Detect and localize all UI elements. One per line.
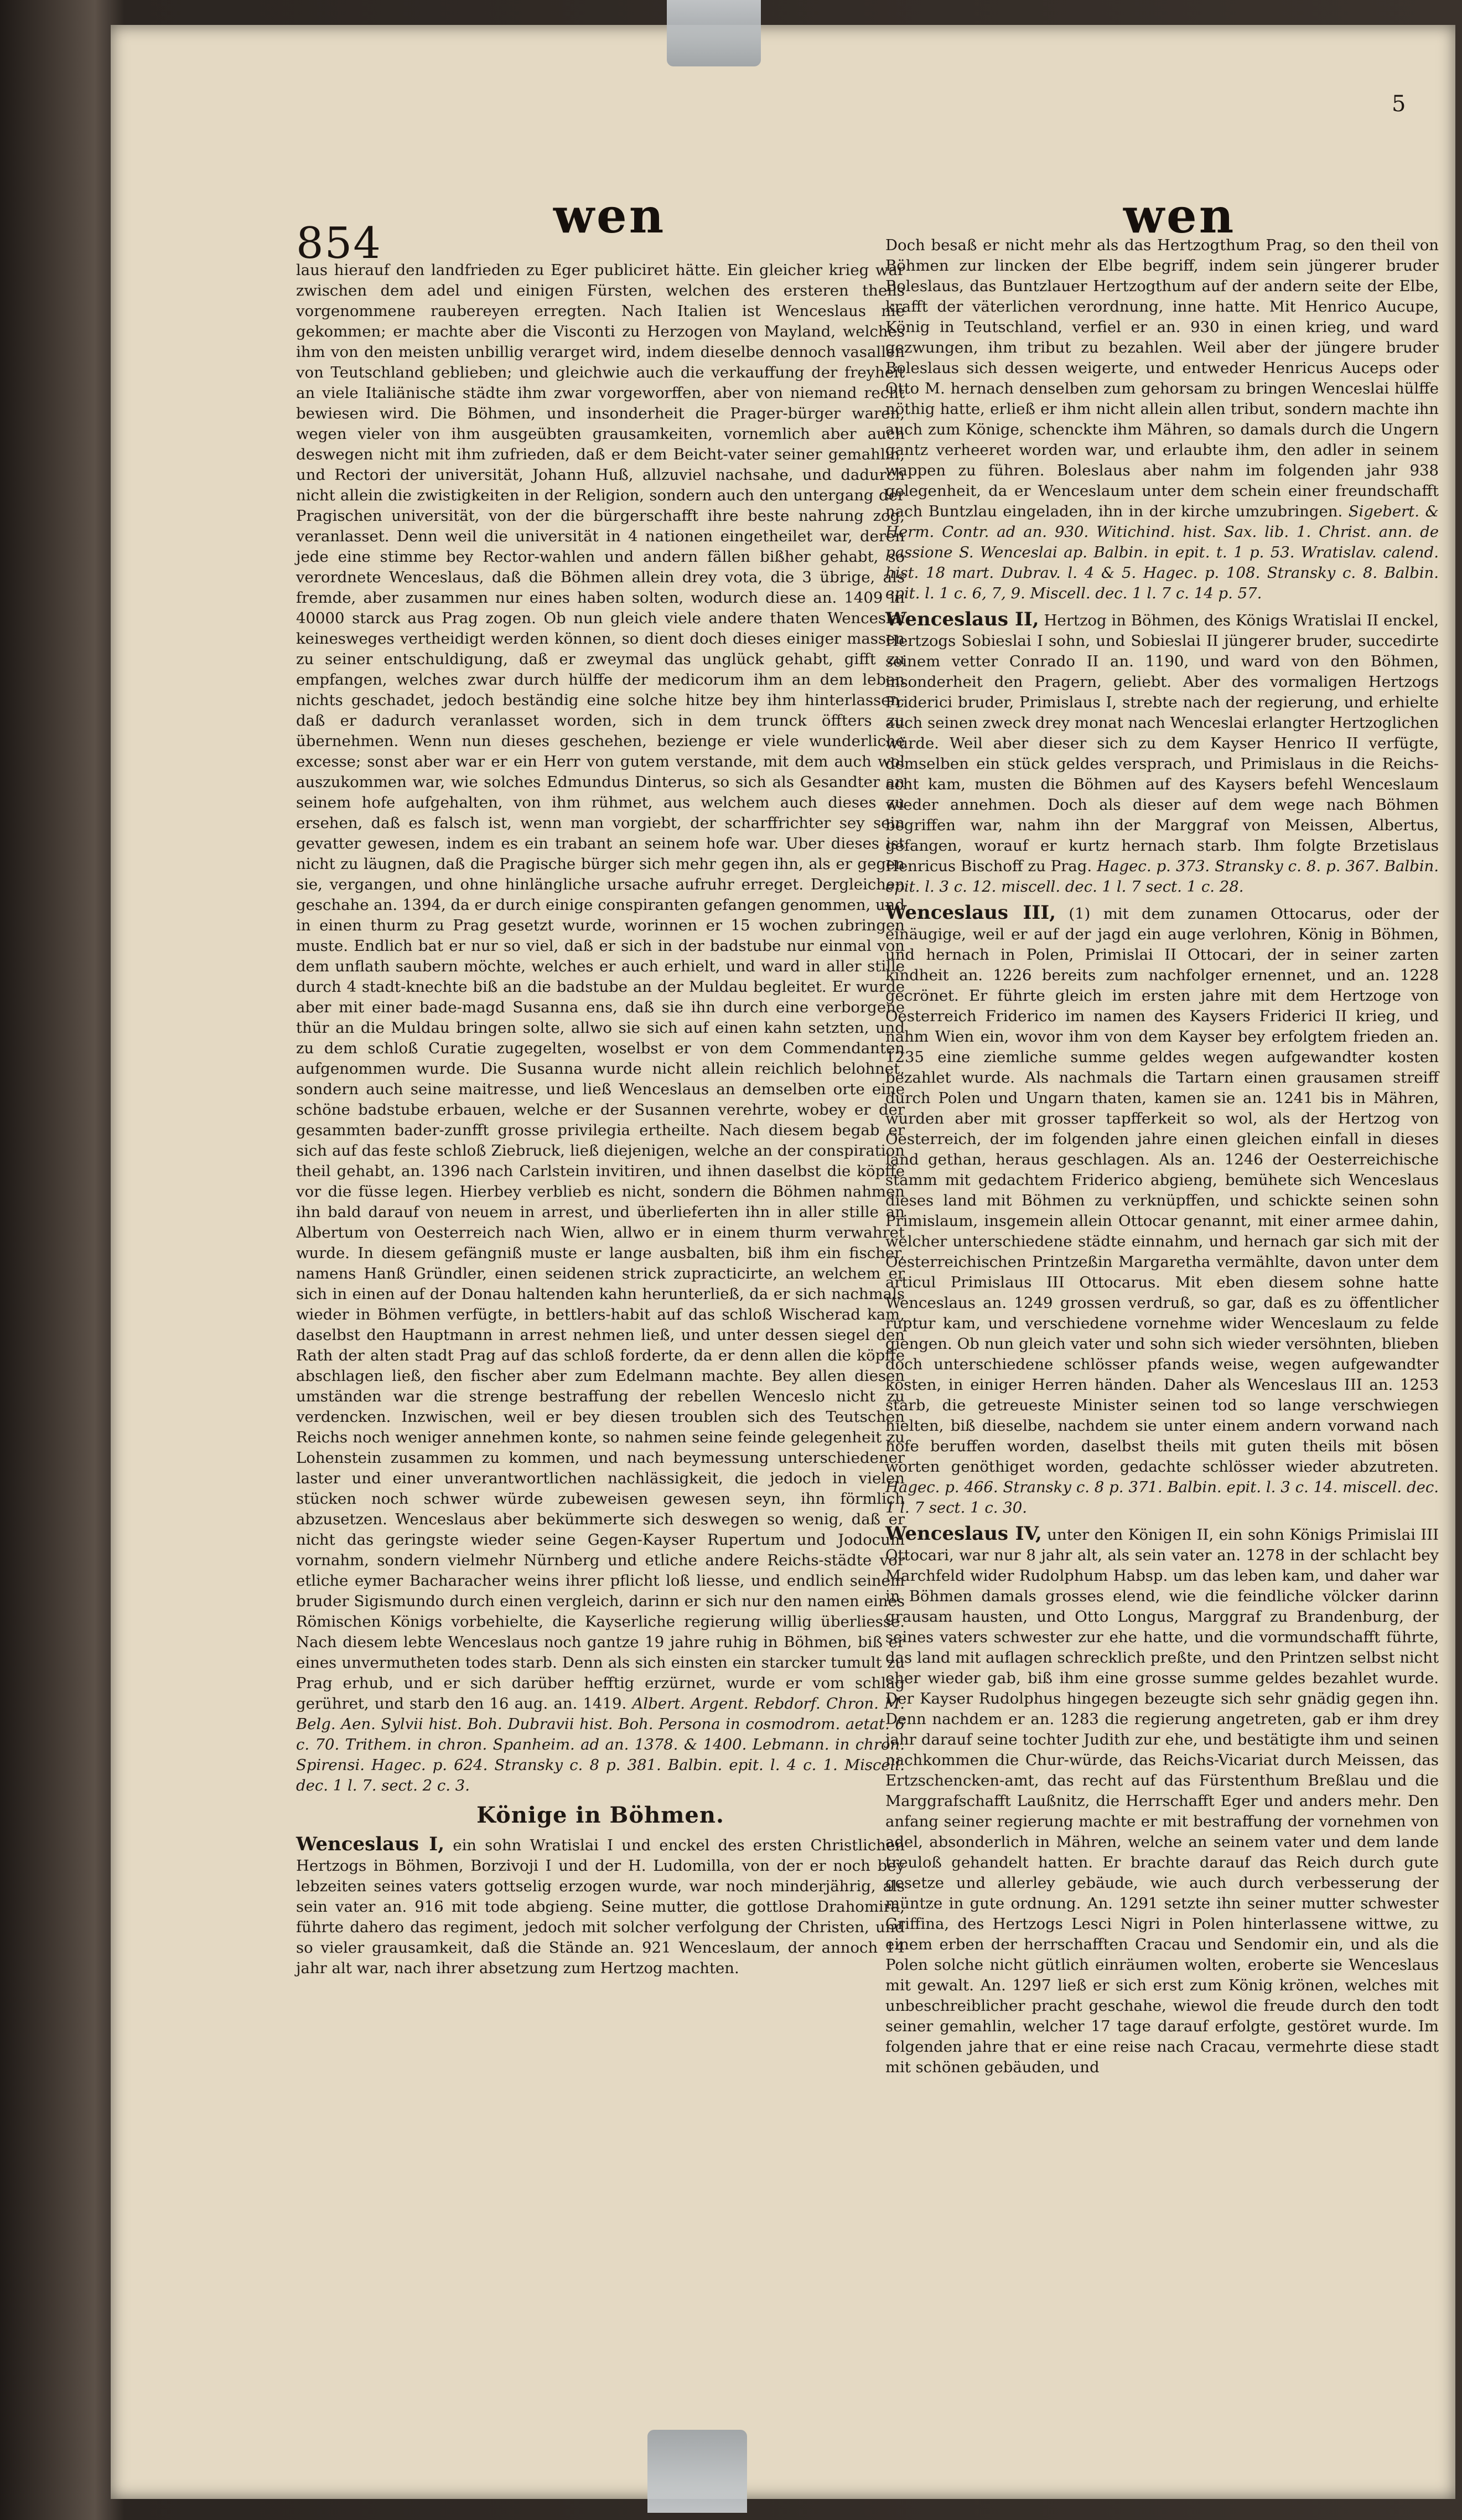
- paragraph-continuation: [885, 235, 1439, 604]
- corner-mark: 5: [1392, 91, 1406, 117]
- entry-text: ein sohn Wratislai I und enckel des ersten Christlichen Hertzogs in Böhmen, Borzivoji I und der H. Ludomilla, von der er noch bey lebzeiten seines vaters gottselig erzogen wurde, war noch minderjährig, als sein vater an. 916 mit tode abgieng. Seine mutter, die gottlose Drahomira, führte dahero das regiment, jedoch mit solcher verfolgung der Christen, und so vieler grausamkeit, daß die Stände an. 921 Wenceslaum, der annoch 14 jahr alt war, nach ihrer absetzung zum Hertzog machten.: [296, 1836, 905, 1977]
- entry-references: Hagec. p. 373. Stransky c. 8. p. 367. Balbin. epit. l. 3 c. 12. miscell. dec. 1 l. 7 sect. 1 c. 28.: [885, 857, 1439, 896]
- intro-text: laus hierauf den landfrieden zu Eger publiciret hätte. Ein gleicher krieg war zwischen dem adel und einigen Fürsten, welchen des ersteren theils vorgenommene raubereyen erregten. Nach Italien ist Wenceslaus nie gekommen; er machte aber die Visconti zu Herzogen von Mayland, welches ihm von den meisten unbillig verarget wird, indem dieselbe dennoch vasallen von Teutschland geblieben; und gleichwie auch die verkauffung der freyheit an viele Italiänische städte ihm zwar vorgeworffen, aber von niemand recht bewiesen wird. Die Böhmen, und insonderheit die Prager-bürger waren, wegen vieler von ihm ausgeübten grausamkeiten, vornemlich aber auch deswegen nicht mit ihm zufrieden, daß er dem Beicht-vater seiner gemahlin, und Rectori der universität, Johann Huß, allzuviel nachsahe, und dadurch nicht allein die zwistigkeiten in der Religion, sondern auch den untergang der Pragischen universität, von der die bürgerschafft ihre beste nahrung zog, veranlasset. Denn weil die universität in 4 nationen eingetheilet war, deren jede eine stimme bey Rector-wahlen und andern fällen bißher gehabt, so verordnete Wenceslaus, daß die Böhmen allein drey vota, die 3 übrige, als fremde, aber zusammen nur eines haben solten, wodurch diese an. 1409 in 40000 starck aus Prag zogen. Ob nun gleich viele andere thaten Wenceslai keinesweges vertheidigt werden können, so dient doch dieses einiger massen zu seiner entschuldigung, daß er zweymal das unglück gehabt, gifft zu empfangen, welches zwar durch hülffe der medicorum ihm an dem leben nichts geschadet, jedoch beständig eine solche hitze bey ihm hinterlassen, daß er dadurch veranlasset worden, sich in dem trunck öffters zu übernehmen. Wenn nun dieses geschehen, bezienge er viele wunderliche excesse; sonst aber war er ein Herr von gutem verstande, mit dem auch wol auszukommen war, wie solches Edmundus Dinterus, so sich als Gesandter an seinem hofe aufgehalten, von ihm rühmet, aus welchem auch dieses zu ersehen, daß es falsch ist, wenn man vorgiebt, der scharffrichter sey sein gevatter gewesen, indem es ein trabant an seinem hofe war. Uber dieses ist nicht zu läugnen, daß die Pragische bürger sich mehr gegen ihn, als er gegen sie, vergangen, und ohne hinlängliche ursache aufruhr erreget. Dergleichen geschahe an. 1394, da er durch einige conspiranten gefangen genommen, und in einen thurm zu Prag gesetzt wurde, worinnen er 15 wochen zubringen muste. Endlich bat er nur so viel, daß er sich in der badstube nur einmal von dem unflath saubern möchte, welches er auch erhielt, und ward in aller stille durch 4 stadt-knechte biß an die badstube an der Muldau begleitet. Er wurde aber mit einer bade-magd Susanna ens, daß sie ihn durch eine verborgene thür an die Muldau bringen solte, allwo sie sich auf einen kahn setzten, und zu dem schloß Curatie zugegelten, woselbst er von dem Commendanten aufgenommen wurde. Die Susanna wurde nicht allein reichlich belohnet, sondern auch seine maitresse, und ließ Wenceslaus an demselben orte eine schöne badstube erbauen, welche er der Susannen verehrte, wobey er der gesammten bader-zunfft grosse privilegia ertheilte. Nach diesem begab er sich auf das feste schloß Ziebruck, ließ diejenigen, welche an der conspiration theil gehabt, an. 1396 nach Carlstein invitiren, und ihnen daselbst die köpffe vor die füsse legen. Hierbey verblieb es nicht, sondern die Böhmen nahmen ihn bald darauf von neuem in arrest, und überlieferten ihn in aller stille an Albertum von Oesterreich nach Wien, allwo er in einem thurm verwahret wurde. In diesem gefängniß muste er lange ausbalten, biß ihm ein fischer, namens Hanß Gründler, einen seidenen strick zupracticirte, an welchem er sich in einen auf der Donau haltenden kahn herunterließ, da er sich nachmals wieder in Böhmen verfügte, in bettlers-habit auf das schloß Wischerad kam, daselbst den Hauptmann in arrest nehmen ließ, und unter dessen siegel den Rath der alten stadt Prag auf das schloß forderte, da er denn allen die köpffe abschlagen ließ, den fischer aber zum Edelmann machte. Bey allen diesen umständen war die strenge bestraffung der rebellen Wenceslo nicht zu verdencken. Inzwischen, weil er bey diesen troublen sich des Teutschen Reichs noch weniger annehmen konte, so nahmen seine feinde gelegenheit zu Lohenstein zusammen zu kommen, und nach beymessung unterschiedener laster und einer unverantwortlichen nachlässigkeit, die jedoch in vielen stücken noch schwer würde zubeweisen gewesen seyn, ihn förmlich abzusetzen. Wenceslaus aber bekümmerte sich deswegen so wenig, daß er nicht das geringste wieder seine Gegen-Kayser Rupertum und Jodocum vornahm, sondern vielmehr Nürnberg und etliche andere Reichs-städte vor etliche eymer Bacharacher weins ihrer pflicht loß liesse, und endlich seinem bruder Sigismundo durch einen vergleich, darinn er sich nur den namen eines Römischen Königs vorbehielte, die Kayserliche regierung willig überliesse. Nach diesem lebte Wenceslaus noch gantze 19 jahre ruhig in Böhmen, biß er eines unvermutheten todes starb. Denn als sich einsten ein starcker tumult zu Prag erhub, und er sich darüber hefftig erzürnet, wurde er vom schlag gerühret, und starb den 16 aug. an. 1419.: [296, 261, 905, 1712]
- continuation-text: Doch besaß er nicht mehr als das Hertzogthum Prag, so den theil von Böhmen zur lincken der Elbe begriff, indem sein jüngerer bruder Boleslaus, das Buntzlauer Hertzogthum auf der andern seite der Elbe, krafft der väterlichen verordnung, inne hatte. Mit Henrico Aucupe, König in Teutschland, verfiel er an. 930 in einen krieg, und ward gezwungen, ihm tribut zu bezahlen. Weil aber der jüngere bruder Boleslaus sich dessen weigerte, und entweder Henricus Auceps oder Otto M. hernach denselben zum gehorsam zu bringen Wenceslai hülffe nöthig hatte, erließ er ihm nicht allein allen tribut, sondern machte ihn auch zum Könige, schenckte ihm Mähren, so damals durch die Ungern gantz verheeret worden war, und erlaubte ihm, den adler in seinem wappen zu führen. Boleslaus aber nahm im folgenden jahr 938 gelegenheit, da er Wenceslaum unter dem schein einer freundschafft nach Buntzlau eingeladen, ihn in der kirche umzubringen.: [885, 236, 1439, 520]
- binder-clip-top: [667, 0, 761, 66]
- entry-text: (1) mit dem zunamen Ottocarus, oder der einäugige, weil er auf der jagd ein auge verlohren, König in Böhmen, und hernach in Polen, Primislai II Ottocari, der in seiner zarten kindheit an. 1226 bereits zum nachfolger ernennet, und an. 1228 gecrönet. Er führte gleich im ersten jahre mit dem Hertzoge von Oesterreich Friderico im namen des Kaysers Friderici II krieg, und nahm Wien ein, wovor ihm von dem Kayser bey erfolgtem frieden an. 1235 eine ziemliche summe geldes wegen aufgewandter kosten bezahlet wurde. Als nachmals die Tartarn einen grausamen streiff durch Polen und Ungarn thaten, kamen sie an. 1241 bis in Mähren, wurden aber mit grosser tapfferkeit so wol, als der Hertzog von Oesterreich, der im folgenden jahre einen gleichen einfall in dieses land gethan, heraus geschlagen. Als an. 1246 der Oesterreichische stamm mit gedachtem Friderico abgieng, bemühete sich Wenceslaus dieses land mit Böhmen zu verknüpffen, und schickte seinen sohn Primislaum, insgemein allein Ottocar genannt, mit einer armee dahin, welcher unterschiedene städte einnahm, und hernach gar sich mit der Oesterreichischen Printzeßin Margaretha vermählte, davon unter dem articul Primislaus III Ottocarus. Mit eben diesem sohne hatte Wenceslaus an. 1249 grossen verdruß, so gar, daß es zu öffentlicher ruptur kam, und verschiedene vornehme wider Wenceslaum zu felde giengen. Ob nun gleich vater und sohn sich wieder versöhnten, blieben doch unterschiedene schlösser pfands weise, wegen aufgewandter kosten, in einiger Herren händen. Daher als Wenceslaus III an. 1253 starb, die getreueste Minister seinen tod so lange verschwiegen hielten, biß dieselbe, nachdem sie unter einem andern vorwand nach hofe beruffen worden, daselbst theils mit guten theils mit bösen worten genöthiget worden, gedachte schlösser wieder abzutreten.: [885, 905, 1439, 1476]
- entry-title: Wenceslaus IV,: [885, 1523, 1042, 1545]
- page-number: 854: [296, 219, 382, 268]
- binder-clip-bottom: [647, 2430, 747, 2513]
- paragraph-intro: [296, 260, 905, 1796]
- entry-references: Hagec. p. 466. Stransky c. 8 p. 371. Balbin. epit. l. 3 c. 14. miscell. dec. 1 l. 7 sect. 1 c. 30.: [885, 1478, 1439, 1517]
- entry-title: Wenceslaus III,: [885, 902, 1056, 924]
- left-column: [296, 260, 905, 1982]
- continuation-references: Sigebert. & Herm. Contr. ad an. 930. Witichind. hist. Sax. lib. 1. Christ. ann. de passione S. Wenceslai ap. Balbin. in epit. t. 1 p. 53. Wratislav. calend. hist. 18 mart. Dubrav. l. 4 & 5. Hagec. p. 108. Stransky c. 8. Balbin. epit. l. 1 c. 6, 7, 9. Miscell. dec. 1 l. 7 c. 14 p. 57.: [885, 503, 1439, 602]
- entry-wenceslaus-iii: [885, 903, 1439, 1518]
- intro-references: Albert. Argent. Rebdorf. Chron. M. Belg. Aen. Sylvii hist. Boh. Dubravii hist. Boh. Persona in cosmodrom. aetat. 6 c. 70. Trithem. in chron. Spanheim. ad an. 1378. & 1400. Lebmann. in chron. Spirensi. Hagec. p. 624. Stransky c. 8 p. 381. Balbin. epit. l. 4 c. 1. Miscell. dec. 1 l. 7. sect. 2 c. 3.: [296, 1695, 905, 1794]
- section-heading: Könige in Böhmen.: [476, 1802, 724, 1828]
- entry-text: unter den Königen II, ein sohn Königs Primislai III Ottocari, war nur 8 jahr alt, als sein vater an. 1278 in der schlacht bey Marchfeld wider Rudolphum Habsp. um das leben kam, und daher war in Böhmen damals grosses elend, wie die feindliche völcker darinn grausam hausten, und Otto Longus, Marggraf zu Brandenburg, der seines vaters schwester zur ehe hatte, und die vormundschafft führte, das land mit auflagen schrecklich preßte, und den Printzen selbst nicht eher wieder gab, biß ihm eine grosse summe geldes bezahlet wurde. Der Kayser Rudolphus hingegen bezeugte sich sehr gnädig gegen ihn. Denn nachdem er an. 1283 die regierung angetreten, gab er ihm drey jahr darauf seine tochter Judith zur ehe, und bestätigte ihm und seinen nachkommen die Chur-würde, das Reichs-Vicariat durch Meissen, das Ertzschencken-amt, das recht auf das Fürstenthum Breßlau und die Marggrafschafft Laußnitz, die Herrschafft Eger und anders mehr. Den anfang seiner regierung machte er mit bestraffung der vornehmen von adel, absonderlich in Mähren, welche an seinem vater und dem lande treuloß gehandelt hatten. Er brachte darauf das Reich durch gute gesetze und allerley gebäude, wie auch durch verbesserung der müntze in gute ordnung. An. 1291 setzte ihn seiner mutter schwester Griffina, des Hertzogs Lesci Nigri in Polen hinterlassene wittwe, zu einem erben der herrschafften Cracau und Sendomir ein, und als die Polen solche nicht gütlich einräumen wolten, eroberte sie Wenceslaus mit gewalt. An. 1297 ließ er sich erst zum König krönen, welches mit unbeschreiblicher pracht geschahe, wiewol die freude durch den todt seiner gemahlin, welcher 17 tage darauf erfolgte, gestöret wurde. Im folgenden jahre that er eine reise nach Cracau, vermehrte diese stadt mit schönen gebäuden, und: [885, 1526, 1439, 2076]
- running-head-left: wen: [553, 188, 666, 244]
- entry-text: Hertzog in Böhmen, des Königs Wratislai II enckel, Hertzogs Sobieslai I sohn, und Sobieslai II jüngerer bruder, succedirte seinem vetter Conrado II an. 1190, und ward von den Böhmen, insonderheit den Pragern, geliebt. Aber des vormaligen Hertzogs Friderici bruder, Primislaus I, strebte nach der regierung, und erhielte auch seinen zweck drey monat nach Wenceslai erlangter Hertzoglichen würde. Weil aber dieser sich zu dem Kayser Henrico II verfügte, demselben ein stück geldes versprach, und Primislaus in die Reichs-acht kam, musten die Böhmen auf des Kaysers befehl Wenceslaum wieder annehmen. Doch als dieser auf dem wege nach Böhmen begriffen war, nahm ihn der Marggraf von Meissen, Albertus, gefangen, worauf er kurtz hernach starb. Ihm folgte Brzetislaus Henricus Bischoff zu Prag.: [885, 612, 1439, 875]
- entry-wenceslaus-i: [296, 1834, 905, 1979]
- entry-wenceslaus-iv: [885, 1524, 1439, 2078]
- right-column: [885, 235, 1439, 2081]
- entry-wenceslaus-ii: [885, 609, 1439, 897]
- entry-title: Wenceslaus II,: [885, 608, 1039, 630]
- running-head-right: wen: [1123, 188, 1236, 244]
- entry-title: Wenceslaus I,: [296, 1833, 445, 1855]
